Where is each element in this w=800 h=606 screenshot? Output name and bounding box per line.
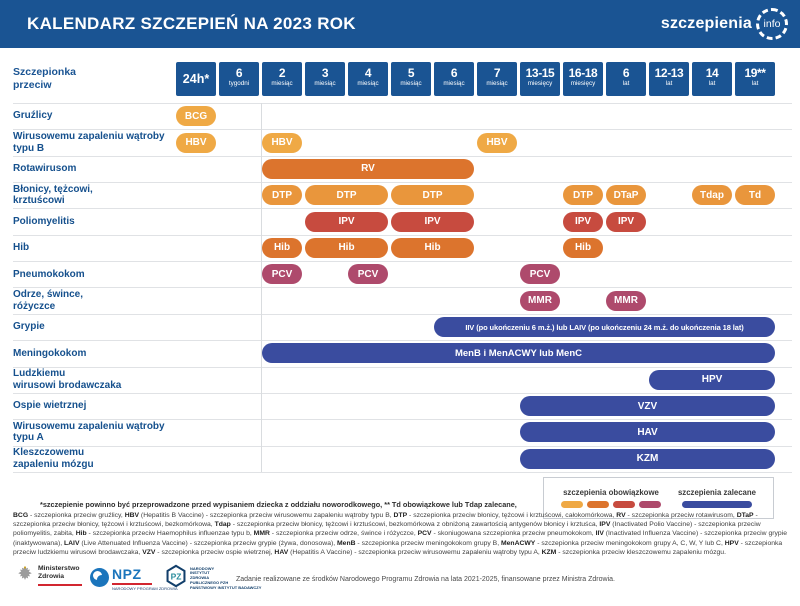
age-column-6-lat	[606, 62, 646, 96]
age-column-number: 19**	[744, 66, 766, 80]
npz-sub-label: NARODOWY PROGRAM ZDROWIA	[112, 586, 178, 591]
vaccine-pill-rv: RV	[262, 159, 474, 179]
legend-mandatory-label: szczepienia obowiązkowe	[563, 488, 659, 497]
legend-mandatory-group	[561, 488, 661, 508]
age-column-6-tygodni	[219, 62, 259, 96]
age-column-16-18-miesięcy	[563, 62, 603, 96]
vaccine-pill-iiv: IIV (po ukończeniu 6 m.ż.) lub LAIV (po ukończeniu 24 m.ż. do ukończenia 18 lat)	[434, 317, 775, 337]
ministry-label	[38, 565, 82, 586]
pzh-label-line: PUBLICZNEGO PZH	[190, 579, 229, 585]
vaccine-pill-pcv: PCV	[348, 264, 388, 284]
age-column-unit: miesiąc	[271, 80, 293, 87]
row-label-pneumokokom	[13, 261, 175, 287]
npz-red-underline	[112, 583, 152, 585]
age-column-number: 2	[278, 66, 286, 80]
row-label-line: Wirusowemu zapaleniu wątroby	[13, 420, 165, 432]
abbreviations-text: BCG - szczepionka przeciw gruźlicy, HBV (Hepatitis B Vaccine) - szczepionka przeciw wirusowemu zapaleniu wątroby typu B, DTP - szczepionka przeciw błonicy, tężcowi i krztuścowi, całokomórkowa, RV - szczepionka przeciw rotawirusom, DTaP - szczepionka przeciw błonicy, tężcowi i krztuścowi, bezkomórkowa, Tdap - szczepionka przeciw błonicy, tężcowi i krztuścowi, bezkomórkowa z obniżoną zawartością antygenów błonicy i krztuśca, IPV (Inactivated Polio Vaccine) - szczepionka przeciw poliomyelitis, zabita, Hib - szczepionka przeciw Haemophilus influenzae typu b, MMR - szczepionka przeciw odrze, śwince i różyczce, PCV - skoniugowana szczepionka przeciw pneumokokom, IIV (Inactivated Influenza Vaccine) - szczepionka przeciw grypie (inaktywowana), LAIV (Live Attenuated Influenza Vaccine) - szczepionka przeciw grypie (żywa, donosowa), MenB - szczepionka przeciw meningokokom grupy B, MenACWY - szczepionka przeciw meningokokom grupy A, C, W, Y lub C, HPV - szczepionka przeciw ludzkiemu wirusowi brodawczaka, VZV - szczepionka przeciw ospie wietrznej, HAV (Hepatitis A Vaccine) - szczepionka przeciw wirusowemu zapaleniu wątroby typu A, KZM - szczepionka przeciw kleszczowemu zapaleniu mózgu.	[13, 512, 787, 556]
vaccine-pill-menb: MenB i MenACWY lub MenC	[262, 343, 775, 363]
vaccine-pill-bcg: BCG	[176, 106, 216, 126]
vaccine-pill-hib: Hib	[563, 238, 603, 258]
row-label-meningokokom	[13, 340, 175, 366]
row-label-line: Gruźlicy	[13, 110, 53, 122]
vaccine-pill-hib: Hib	[305, 238, 388, 258]
vaccine-pill-dtp: DTP	[391, 185, 474, 205]
vaccine-pill-ipv: IPV	[606, 212, 646, 232]
row-label-line: Kleszczowemu	[13, 447, 85, 459]
row-label-błonicy-tężcowi-	[13, 182, 175, 208]
vaccine-pill-td: Td	[735, 185, 775, 205]
info-circle-icon	[756, 8, 788, 40]
pzh-label-line: INSTYTUT	[190, 570, 210, 576]
row-label-grypie	[13, 314, 175, 340]
row-label-hib	[13, 235, 175, 261]
pzh-label-line: PAŃSTWOWY INSTYTUT BADAWCZY	[190, 584, 262, 590]
age-column-unit: miesiąc	[486, 80, 508, 87]
ministry-label-line1: Ministerstwo	[38, 565, 80, 572]
vaccine-pill-tdap: Tdap	[692, 185, 732, 205]
legend-recommended-label: szczepienia zalecane	[677, 488, 756, 497]
legend-swatch-blue	[682, 501, 752, 508]
age-column-unit: tygodni	[228, 80, 250, 87]
age-column-number: 7	[493, 66, 501, 80]
row-label-line: Odrze, śwince,	[13, 289, 84, 301]
row-label-line: Błonicy, tężcowi,	[13, 183, 93, 195]
row-label-line: wirusowi brodawczaka	[13, 379, 122, 391]
row-label-line: Hib	[13, 242, 30, 254]
vaccine-pill-mmr: MMR	[606, 291, 646, 311]
legend-swatch-red	[613, 501, 635, 508]
age-column-5-miesiąc	[391, 62, 431, 96]
age-column-number: 16-18	[568, 66, 598, 80]
header-bar	[0, 0, 800, 48]
footer	[0, 560, 800, 606]
legend-recommended-swatches	[682, 501, 752, 508]
age-column-number: 6	[235, 66, 243, 80]
legend-swatch-maroon	[639, 501, 661, 508]
vaccine-pill-vzv: VZV	[520, 396, 775, 416]
age-column-2-miesiąc	[262, 62, 302, 96]
vaccine-pill-hpv: HPV	[649, 370, 775, 390]
pzh-hexagon-icon	[165, 564, 187, 593]
age-column-number: 14	[705, 66, 719, 80]
row-label-line: typu B	[13, 142, 45, 154]
row-label-line: typu A	[13, 432, 44, 444]
row-label-line: krztuścowi	[13, 195, 65, 207]
age-column-unit: miesiąc	[400, 80, 422, 87]
polish-eagle-icon	[16, 565, 34, 590]
legend-swatch-amber	[561, 501, 583, 508]
page-title: KALENDARZ SZCZEPIEŃ NA 2023 ROK	[27, 14, 356, 33]
age-column-unit: miesiąc	[357, 80, 379, 87]
age-column-4-miesiąc	[348, 62, 388, 96]
ministry-label-line2: Zdrowia	[38, 573, 65, 580]
age-column-3-miesiąc	[305, 62, 345, 96]
age-column-number: 13-15	[525, 66, 555, 80]
row-label-line: Pneumokokom	[13, 268, 85, 280]
corner-label-line2: przeciw	[13, 79, 52, 91]
age-column-6-miesiąc	[434, 62, 474, 96]
age-column-unit: miesiąc	[314, 80, 336, 87]
age-column-24h*: 24h*	[176, 62, 216, 96]
vaccine-pill-pcv: PCV	[520, 264, 560, 284]
age-column-unit: lat	[708, 80, 716, 87]
row-label-wirusowemu-zapaleniu-wątroby	[13, 129, 175, 155]
szczepienia-info-logo[interactable]	[661, 7, 788, 41]
age-column-unit: lat	[622, 80, 630, 87]
row-label-line: Rotawirusom	[13, 163, 77, 175]
row-label-line: Poliomyelitis	[13, 215, 75, 227]
pzh-label-line: NARODOWY	[190, 565, 215, 571]
legend-swatch-orange	[587, 501, 609, 508]
corner-label	[13, 66, 76, 92]
column-separator-line	[261, 103, 262, 472]
funding-text: Zadanie realizowane ze środków Narodowego Programu Zdrowia na lata 2021-2025, finansowane przez Ministra Zdrowia.	[236, 576, 615, 583]
row-label-rotawirusom	[13, 156, 175, 182]
ministry-of-health-logo[interactable]	[16, 565, 82, 590]
age-column-unit: lat	[751, 80, 759, 87]
row-divider	[13, 472, 792, 473]
legend-recommended-group	[678, 488, 756, 508]
row-label-line: różyczce	[13, 300, 56, 312]
age-column-number: 6	[450, 66, 458, 80]
vaccine-pill-mmr: MMR	[520, 291, 560, 311]
vaccine-pill-hbv: HBV	[477, 133, 517, 153]
age-column-unit: lat	[665, 80, 673, 87]
row-label-wirusowemu-zapaleniu-wątroby	[13, 419, 175, 445]
age-column-unit: miesięcy	[527, 80, 553, 87]
age-column-number: 4	[364, 66, 372, 80]
age-column-unit: miesięcy	[570, 80, 596, 87]
age-column-12-13-lat	[649, 62, 689, 96]
age-column-number: 5	[407, 66, 415, 80]
logo-text: szczepienia	[660, 15, 752, 32]
age-column-19**-lat	[735, 62, 775, 96]
vaccine-pill-kzm: KZM	[520, 449, 775, 469]
age-column-unit: miesiąc	[443, 80, 465, 87]
vaccine-pill-hbv: HBV	[262, 133, 302, 153]
vaccine-pill-ipv: IPV	[391, 212, 474, 232]
vaccine-pill-dtp: DTP	[305, 185, 388, 205]
vaccine-pill-hib: Hib	[391, 238, 474, 258]
row-label-odrze-śwince-	[13, 287, 175, 313]
corner-label-line1: Szczepionka	[13, 66, 77, 78]
footnote-text: *szczepienie powinno być przeprowadzone przed wypisaniem dziecka z oddziału noworodkowego, ** Td obowiązkowe lub Tdap zalecane,	[40, 500, 517, 509]
row-label-line: Wirusowemu zapaleniu wątroby	[13, 131, 165, 143]
row-label-line: Meningokokom	[13, 347, 87, 359]
npz-label: NPZ	[112, 566, 142, 582]
row-label-line: Ludzkiemu	[13, 368, 66, 380]
vaccine-pill-ipv: IPV	[563, 212, 603, 232]
age-column-number: 3	[321, 66, 329, 80]
pzh-label-line: ZDROWIA	[190, 575, 210, 581]
row-label-line: Grypie	[13, 321, 45, 333]
legend-mandatory-swatches	[561, 501, 661, 508]
svg-text:PZ: PZ	[170, 571, 182, 582]
ministry-red-underline	[38, 584, 82, 586]
age-column-number: 12-13	[654, 66, 684, 80]
row-label-ludzkiemu	[13, 367, 175, 393]
age-column-13-15-miesięcy	[520, 62, 560, 96]
vaccine-pill-hav: HAV	[520, 422, 775, 442]
row-label-line: zapaleniu mózgu	[13, 458, 94, 470]
vaccine-pill-dtp: DTP	[563, 185, 603, 205]
row-label-ospie-wietrznej	[13, 393, 175, 419]
age-column-7-miesiąc	[477, 62, 517, 96]
vaccine-pill-hib: Hib	[262, 238, 302, 258]
age-column-number: 6	[622, 66, 630, 80]
row-label-gruźlicy	[13, 103, 175, 129]
logo-info-label: info	[763, 18, 781, 30]
row-label-poliomyelitis	[13, 208, 175, 234]
vaccine-pill-dtap: DTaP	[606, 185, 646, 205]
vaccine-pill-dtp: DTP	[262, 185, 302, 205]
row-label-kleszczowemu	[13, 446, 175, 472]
row-label-line: Ospie wietrznej	[13, 400, 87, 412]
age-column-14-lat	[692, 62, 732, 96]
vaccine-pill-pcv: PCV	[262, 264, 302, 284]
vaccine-pill-hbv: HBV	[176, 133, 216, 153]
npz-circle-icon	[90, 568, 109, 587]
vaccine-pill-ipv: IPV	[305, 212, 388, 232]
